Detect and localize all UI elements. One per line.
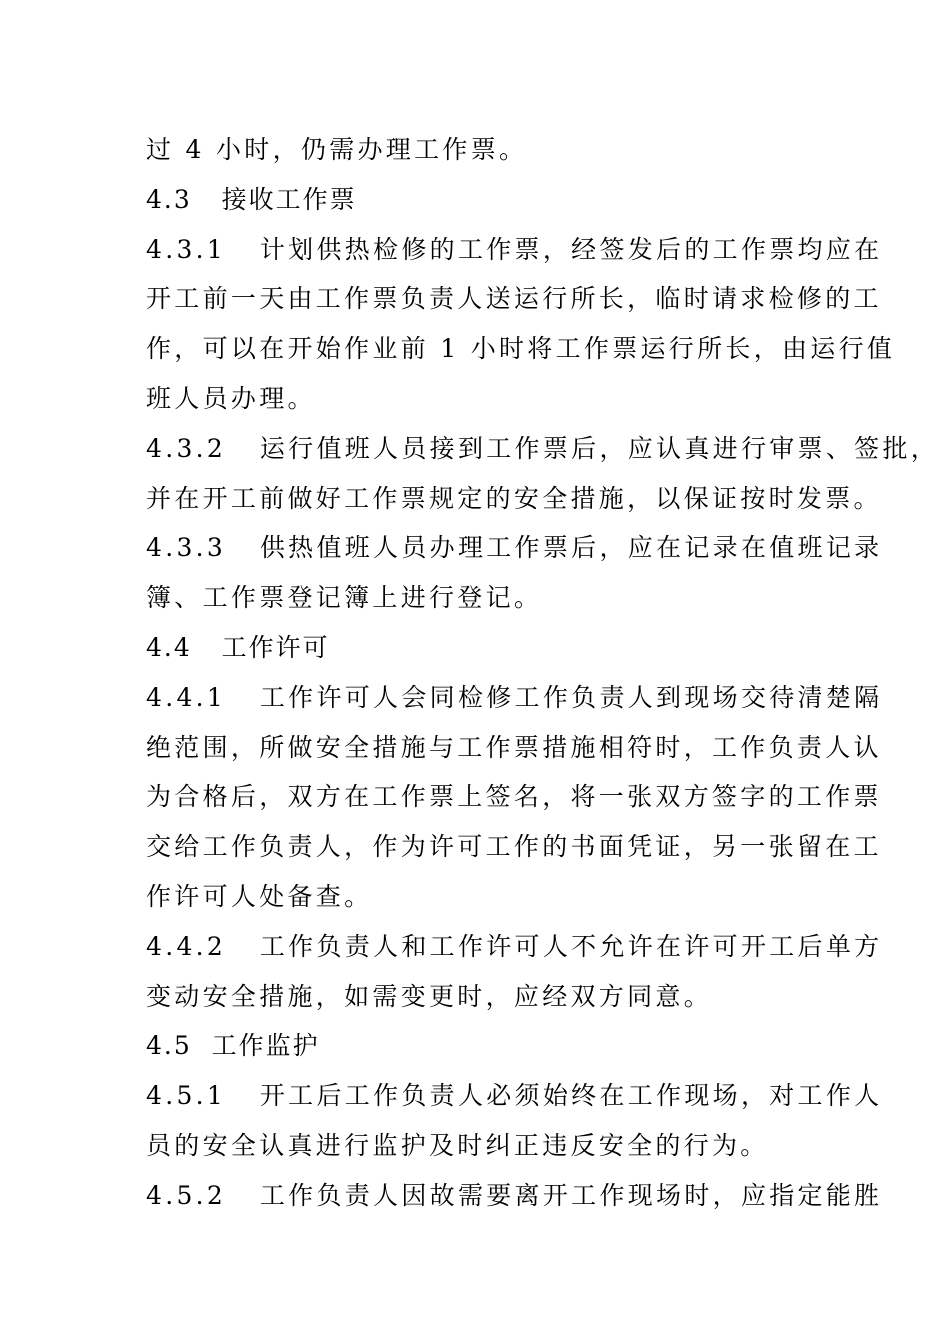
text-line: 交给工作负责人，作为许可工作的书面凭证，另一张留在工: [146, 832, 882, 861]
text-line: 班人员办理。: [146, 384, 316, 413]
text-line: 4.5.2 工作负责人因故需要离开工作现场时，应指定能胜: [146, 1181, 883, 1210]
text-line: 4.3.3 供热值班人员办理工作票后，应在记录在值班记录: [146, 533, 883, 562]
section-heading: 4.4 工作许可: [146, 633, 330, 662]
section-heading: 4.3 接收工作票: [146, 185, 357, 214]
text-line: 4.5.1 开工后工作负责人必须始终在工作现场，对工作人: [146, 1081, 883, 1110]
section-heading: 4.5 工作监护: [146, 1031, 320, 1060]
text-line: 作许可人处备查。: [146, 882, 373, 911]
text-line: 4.3.1 计划供热检修的工作票，经签发后的工作票均应在: [146, 235, 883, 264]
text-line: 员的安全认真进行监护及时纠正违反安全的行为。: [146, 1131, 769, 1160]
text-line: 簿、工作票登记簿上进行登记。: [146, 583, 543, 612]
text-line: 变动安全措施，如需变更时，应经双方同意。: [146, 982, 713, 1011]
text-line: 作，可以在开始作业前 1 小时将工作票运行所长，由运行值: [146, 334, 896, 363]
text-line: 4.4.2 工作负责人和工作许可人不允许在许可开工后单方: [146, 932, 883, 961]
text-line: 开工前一天由工作票负责人送运行所长，临时请求检修的工: [146, 284, 882, 313]
text-line: 绝范围，所做安全措施与工作票措施相符时，工作负责人认: [146, 733, 882, 762]
text-line: 4.3.2 运行值班人员接到工作票后，应认真进行审票、签批，: [146, 434, 940, 463]
text-line: 4.4.1 工作许可人会同检修工作负责人到现场交待清楚隔: [146, 683, 883, 712]
text-line: 为合格后，双方在工作票上签名，将一张双方签字的工作票: [146, 782, 882, 811]
text-line: 并在开工前做好工作票规定的安全措施，以保证按时发票。: [146, 484, 882, 513]
text-line: 过 4 小时，仍需办理工作票。: [146, 135, 528, 164]
